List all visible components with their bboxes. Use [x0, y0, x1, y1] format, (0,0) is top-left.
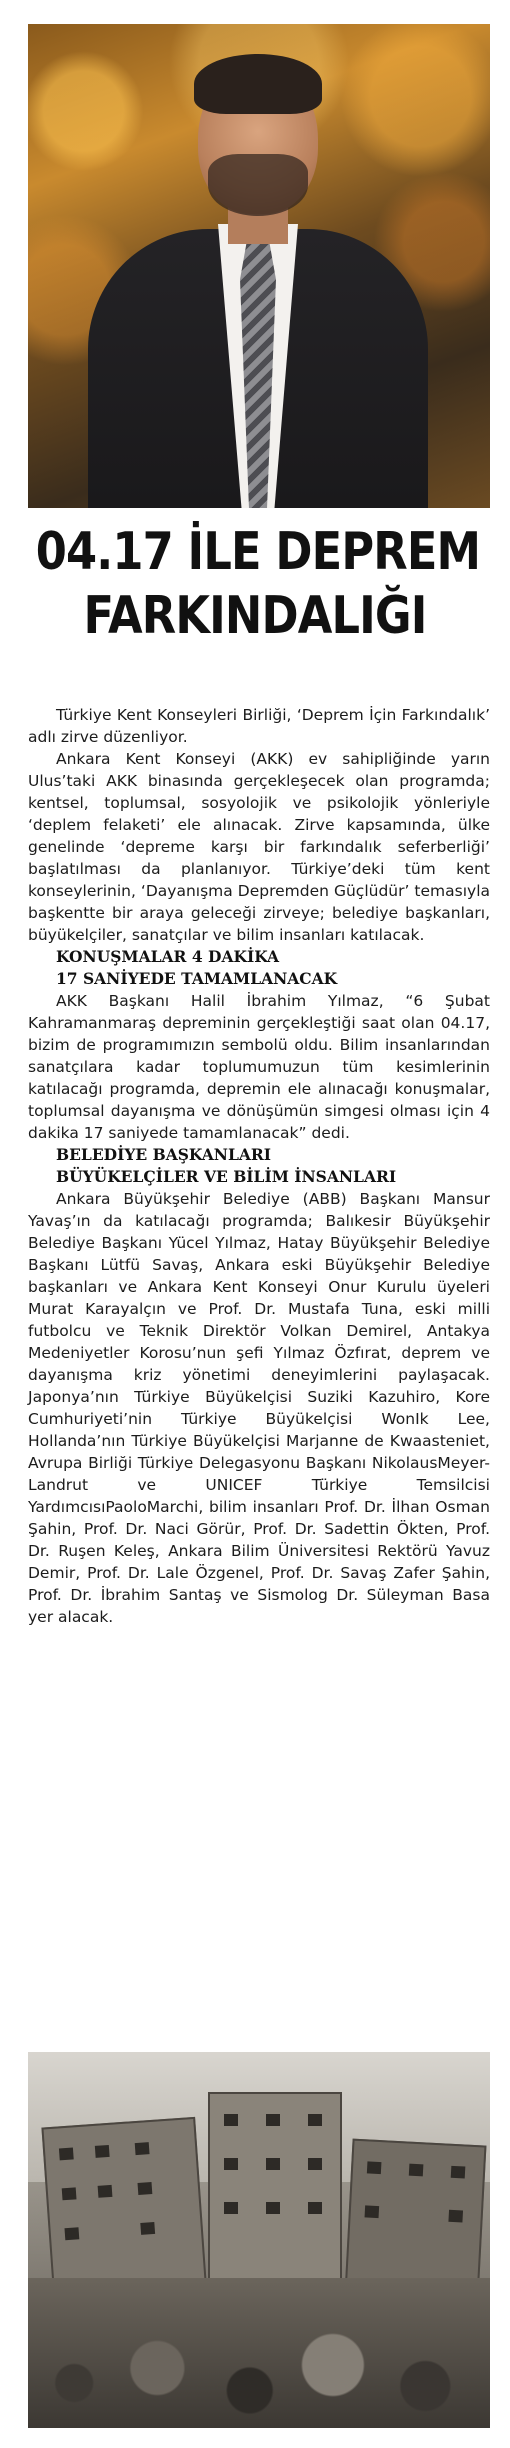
rubble-pile [28, 2278, 490, 2428]
paragraph-quote: AKK Başkanı Halil İbrahim Yılmaz, “6 Şubat Kahramanmaraş depreminin gerçekleştiği saat olan 04.17, bizim de programımızın sembolü oldu. Bilim insanlarından sanatçılara kadar toplumumuzun tüm kesimlerinin katılacağı programda, depremin ele alınacağı konuşmalar, toplumsal dayanışma ve dönüşümün simgesi olması için 4 dakika 17 saniyede tamamlanacak” dedi. [28, 992, 490, 1142]
hair [194, 54, 322, 114]
subhead-speeches-line-1: KONUŞMALAR 4 DAKİKA [56, 947, 280, 966]
paragraph-program: Ankara Kent Konseyi (AKK) ev sahipliğinde yarın Ulus’taki AKK binasında gerçekleşecek olan programda; kentsel, toplumsal, sosyolojik ve psikolojik yönleriyle ‘deplem felaketi’ ele alınacak. Zirve kapsamında, ülke genelinde ‘depreme karşı bir farkındalık seferberliği’ başlatılması da planlanıyor. Türkiye’deki tüm kent konseylerinin, ‘Dayanışma Depremden Güçlüdür’ temasıyla başkentte bir araya geleceği zirveye; belediye başkanları, büyükelçiler, sanatçılar ve bilim insanları katılacak. [28, 750, 490, 944]
article-body [28, 704, 490, 1628]
subhead-speeches-line-2: 17 SANİYEDE TAMAMLANACAK [56, 969, 338, 988]
headline [35, 520, 481, 648]
earthquake-rubble-photo [28, 2052, 490, 2428]
paragraph-intro: Türkiye Kent Konseyleri Birliği, ‘Deprem İçin Farkındalık’ adlı zirve düzenliyor. [28, 706, 490, 746]
beard [208, 154, 308, 216]
portrait-photo [28, 24, 490, 508]
paragraph-participants: Ankara Büyükşehir Belediye (ABB) Başkanı Mansur Yavaş’ın da katılacağı programda; Balıkesir Büyükşehir Belediye Başkanı Yücel Yılmaz, Hatay Büyükşehir Belediye Başkanı Lütfü Savaş, Ankara eski Büyükşehir Belediye başkanları ve Ankara Kent Konseyi Onur Kurulu üyeleri Murat Karayalçın ve Prof. Dr. Mustafa Tuna, eski milli futbolcu ve Teknik Direktör Volkan Demirel, Antakya Medeniyetler Korosu’nun şefi Yılmaz Özfırat, deprem ve dayanışma kriz yönetimi deneyimlerini paylaşacak. Japonya’nın Türkiye Büyükelçisi Suziki Kazuhiro, Kore Cumhuriyeti’nin Türkiye Büyükelçisi WonIk Lee, Hollanda’nın Türkiye Büyükelçisi Marjanne de Kwaasteniet, Avrupa Birliği Türkiye Delegasyonu Başkanı NikolausMeyer-Landrut ve UNICEF Türkiye Temsilcisi YardımcısıPaoloMarchi, bilim insanları Prof. Dr. İlhan Osman Şahin, Prof. Dr. Naci Görür, Prof. Dr. Sadettin Ökten, Prof. Dr. Ruşen Keleş, Ankara Bilim Üniversitesi Rektörü Yavuz Demir, Prof. Dr. Lale Özgenel, Prof. Dr. Savaş Zafer Şahin, Prof. Dr. İbrahim Santaş ve Sismolog Dr. Süleyman Basa yer alacak. [28, 1190, 490, 1626]
subhead-participants-line-2: BÜYÜKELÇİLER VE BİLİM İNSANLARI [56, 1167, 397, 1186]
headline-line-2: FARKINDALIĞI [83, 586, 427, 646]
subhead-participants-line-1: BELEDİYE BAŞKANLARI [56, 1145, 272, 1164]
headline-line-1: 04.17 İLE DEPREM [35, 522, 481, 582]
